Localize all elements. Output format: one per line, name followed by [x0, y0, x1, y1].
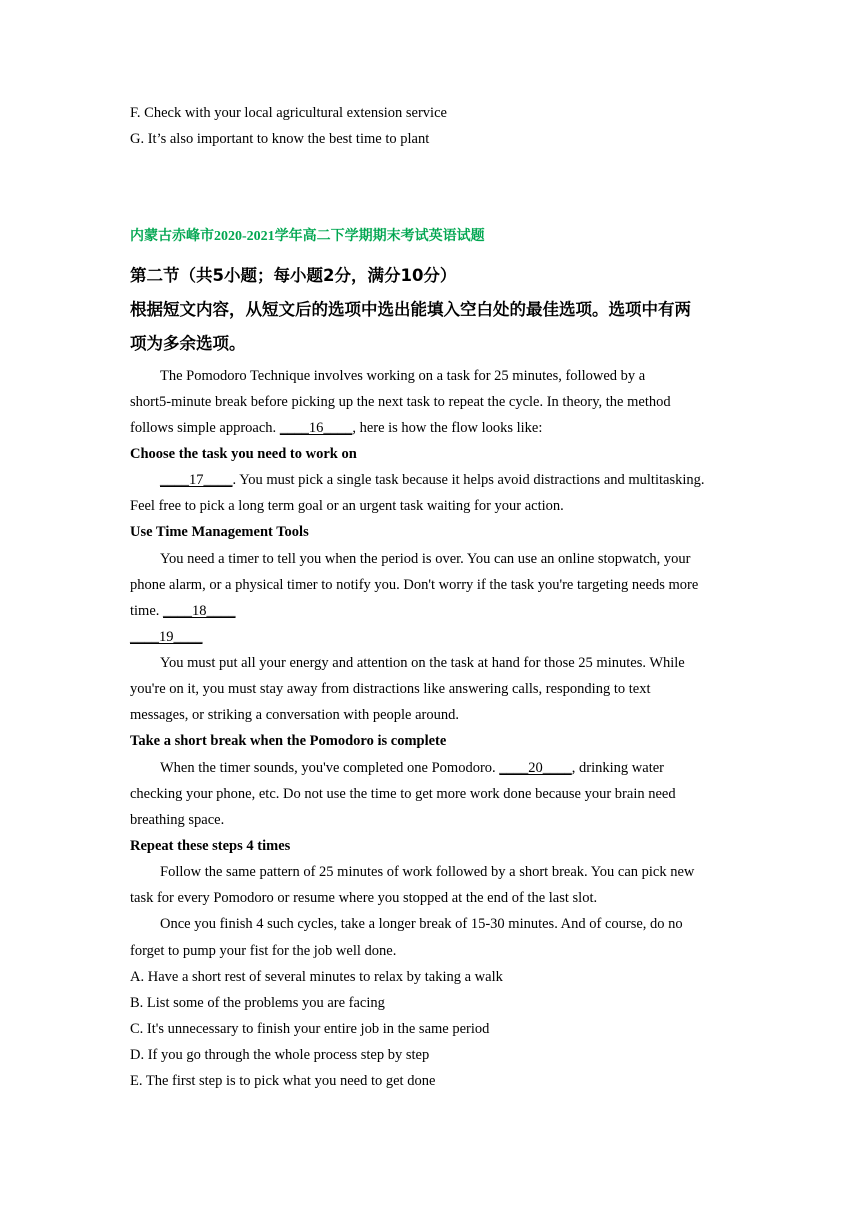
- section-heading: 第二节（共5小题；每小题2分，满分10分）: [130, 266, 457, 285]
- paragraph-line: forget to pump your fist for the job well done.: [130, 943, 397, 959]
- text-segment: When the timer sounds, you've completed one Pomodoro.: [160, 760, 500, 776]
- option-e: E. The first step is to pick what you need to get done: [130, 1073, 436, 1089]
- text-segment: , drinking water: [571, 760, 664, 776]
- option-a: A. Have a short rest of several minutes to relax by taking a walk: [130, 969, 503, 985]
- paragraph-line: messages, or striking a conversation with people around.: [130, 707, 459, 723]
- paragraph-line: task for every Pomodoro or resume where you stopped at the end of the last slot.: [130, 890, 598, 906]
- subheading-choose-task: Choose the task you need to work on: [130, 446, 357, 462]
- paragraph-line: short5-minute break before picking up the next task to repeat the cycle. In theory, the method: [130, 394, 671, 410]
- paragraph-line: You need a timer to tell you when the period is over. You can use an online stopwatch, your: [160, 551, 691, 567]
- blank-17: ____17____: [160, 472, 233, 488]
- option-g: G. It’s also important to know the best time to plant: [130, 131, 430, 147]
- paragraph-line: [130, 418, 735, 438]
- blank-16: ____16____: [279, 420, 353, 436]
- blank-18: ____18____: [163, 603, 236, 619]
- subheading-short-break: Take a short break when the Pomodoro is complete: [130, 733, 447, 749]
- paragraph-line: phone alarm, or a physical timer to notify you. Don't worry if the task you're targeting needs more: [130, 577, 699, 593]
- text-segment: time.: [130, 603, 164, 619]
- source-title: 内蒙古赤峰市2020-2021学年高二下学期期末考试英语试题: [130, 229, 485, 244]
- paragraph-line: [160, 470, 765, 490]
- paragraph-line: Feel free to pick a long term goal or an urgent task waiting for your action.: [130, 498, 564, 514]
- instruction-line-2: 项为多余选项。: [130, 334, 246, 353]
- paragraph-line: The Pomodoro Technique involves working on a task for 25 minutes, followed by a: [160, 368, 646, 384]
- paragraph-line: Follow the same pattern of 25 minutes of work followed by a short break. You can pick new: [160, 864, 695, 880]
- blank-19: ____19____: [130, 629, 203, 645]
- paragraph-line: [160, 758, 765, 778]
- paragraph-line: breathing space.: [130, 812, 225, 828]
- paragraph-line: [130, 627, 735, 647]
- option-b: B. List some of the problems you are facing: [130, 995, 385, 1011]
- paragraph-line: Once you finish 4 such cycles, take a longer break of 15-30 minutes. And of course, do no: [160, 916, 683, 932]
- paragraph-line: checking your phone, etc. Do not use the time to get more work done because your brain need: [130, 786, 676, 802]
- subheading-time-tools: Use Time Management Tools: [130, 524, 309, 540]
- instruction-line-1: 根据短文内容，从短文后的选项中选出能填入空白处的最佳选项。选项中有两: [130, 300, 691, 319]
- option-d: D. If you go through the whole process step by step: [130, 1047, 430, 1063]
- subheading-repeat: Repeat these steps 4 times: [130, 838, 291, 854]
- paragraph-line: You must put all your energy and attention on the task at hand for those 25 minutes. While: [160, 655, 685, 671]
- blank-20: ____20____: [499, 760, 572, 776]
- paragraph-line: [130, 601, 735, 621]
- text-segment: . You must pick a single task because it helps avoid distractions and multitasking.: [232, 472, 705, 488]
- text-segment: , here is how the flow looks like:: [352, 420, 543, 436]
- text-segment: follows simple approach.: [130, 420, 280, 436]
- option-f: F. Check with your local agricultural extension service: [130, 105, 447, 121]
- paragraph-line: you're on it, you must stay away from distractions like answering calls, responding to text: [130, 681, 651, 697]
- option-c: C. It's unnecessary to finish your entire job in the same period: [130, 1021, 490, 1037]
